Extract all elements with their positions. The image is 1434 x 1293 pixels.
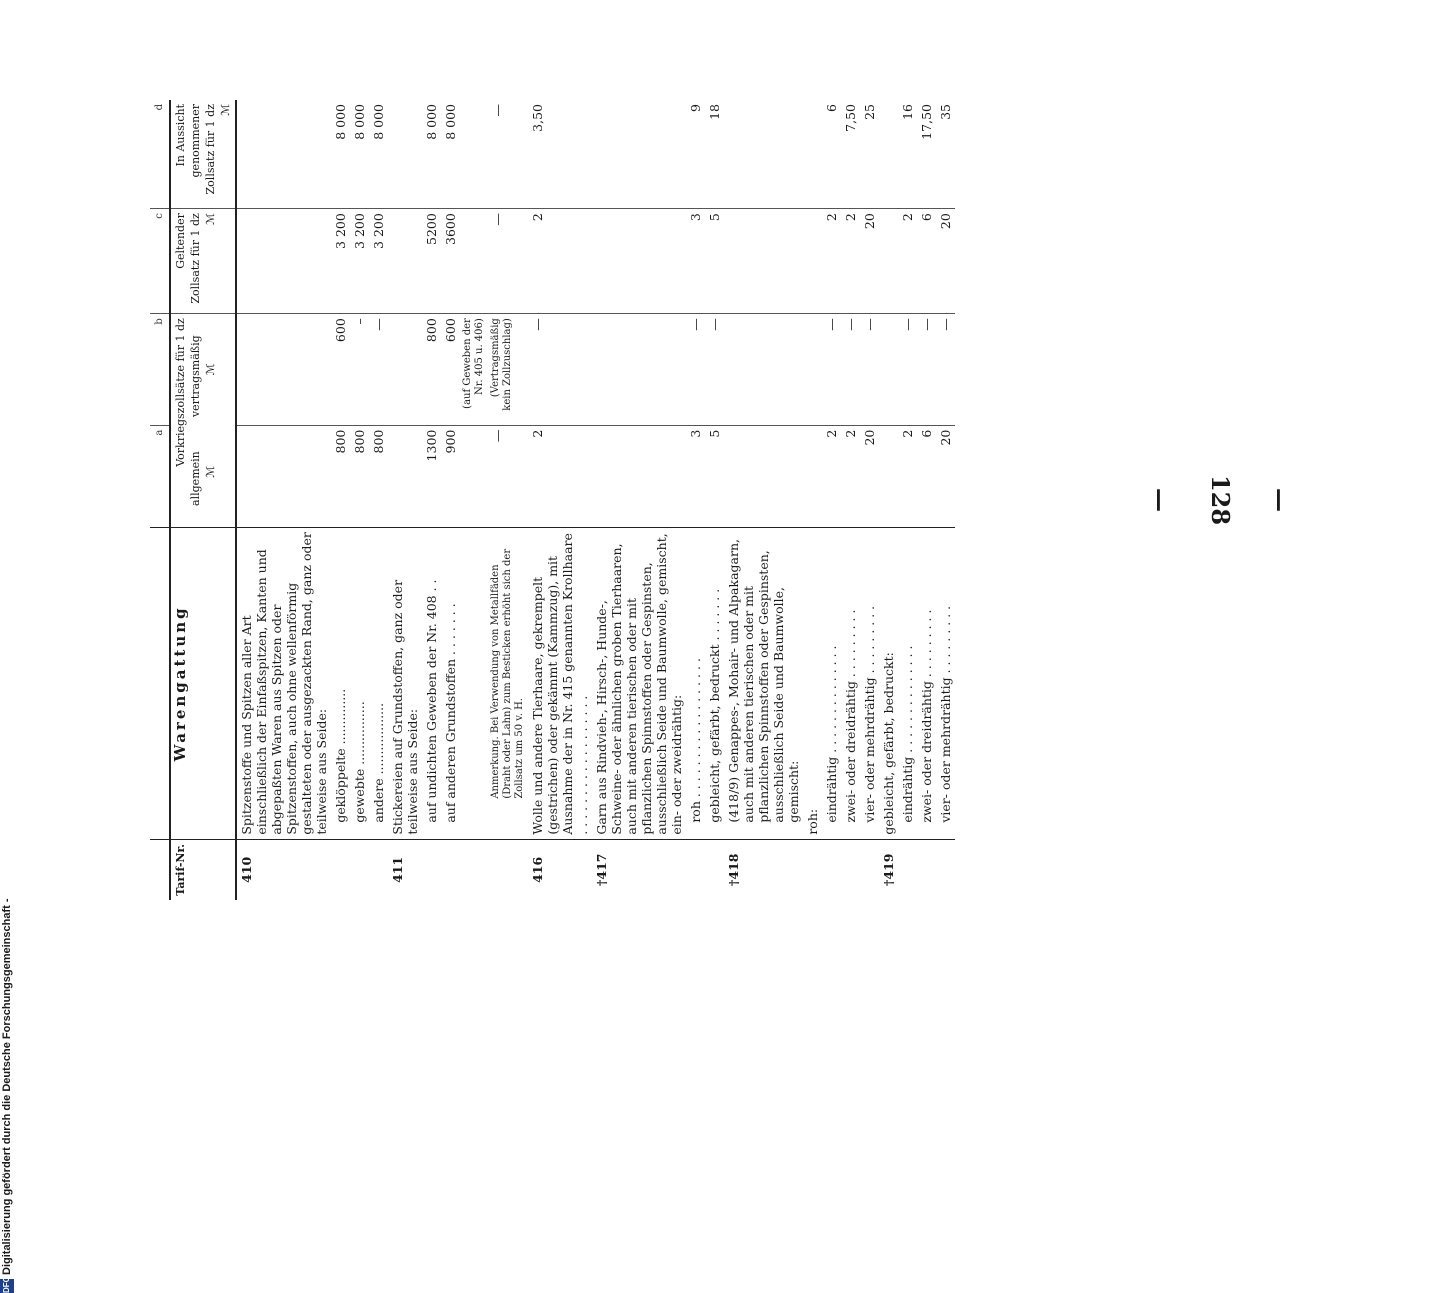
rate-geltend [592,209,686,314]
rate-allgemein: 20 [860,425,879,527]
rate-allgemein: 2 [898,425,917,527]
rate-geltend: 5 [705,209,724,314]
rate-allgemein: 1300 [422,425,441,527]
warengattung-cell: gebleicht, gefärbt, bedruckt: [879,528,898,840]
warengattung-cell: Spitzenstoffe und Spitzen aller Art einschließlich der Einfaßspitzen, Kanten und abgepaßten Waren aus Spitzen oder Spitzenstoffen, auch ohne wellenförmig gestalteten oder ausgezackten Rand, ganz oder teilweise aus Seide: [236,528,331,840]
unit-d: ℳ [219,104,232,116]
page-number: — 128 — [1146,474,1295,526]
warengattung-cell: roh: [803,528,822,840]
rate-allgemein: 2 [841,425,860,527]
rate-in-aussicht: — [490,104,505,117]
table-row [331,100,350,900]
col-letter-a: a [150,425,170,527]
table-row [592,100,686,900]
table-row [441,100,460,900]
table-row [236,100,331,900]
rate-geltend: 3 [686,209,705,314]
rate-vertragsmaessig: — [369,314,388,425]
tarif-number [803,839,822,900]
warengattung-cell: Garn aus Rindvieh-, Hirsch-, Hunde-, Schweine- oder ähnlichen groben Tierhaaren, auch mit anderen tierischen oder mit pflanzlichen Spinnstoffen oder Gespinsten, ausschließlich Seide und Baumwolle, gemischt, ein- oder zweidrähtig: [592,528,686,840]
unit-c: ℳ [204,213,217,225]
rate-allgemein: 5 [705,425,724,527]
tarif-number [841,839,860,900]
rate-geltend [236,209,331,314]
tarif-number [686,839,705,900]
rate-in-aussicht: 16 [900,104,915,120]
tariff-table [150,100,955,900]
rate-allgemein: 6 [917,425,936,527]
rate-vertragsmaessig: 600 [441,314,460,425]
rate-vertragsmaessig: — [528,314,592,425]
table-row [369,100,388,900]
rate-in-aussicht [879,100,898,209]
col-letter-d: d [150,100,170,209]
rate-in-aussicht: 35 [938,104,953,120]
tarif-number [936,839,955,900]
warengattung-cell: gewebte ................ [350,528,369,840]
rate-geltend: 2 [841,209,860,314]
warengattung-cell: Anmerkung. Bei Verwendung von Metallfäden (Draht oder Lahn) zum Besticken erhöht sich der Zollsatz um 50 v. H. [488,528,528,840]
tarif-number: 416 [528,839,592,900]
rate-geltend: 3 200 [331,209,350,314]
header-in-aussicht: In Aussicht genommener Zollsatz für 1 dz [174,104,217,195]
rate-in-aussicht: 8 000 [333,104,348,140]
warengattung-cell: vier- oder mehrdrähtig . . . . . . . . . [860,528,879,840]
rate-geltend: 20 [860,209,879,314]
warengattung-cell: eindrähtig . . . . . . . . . . . . . . [822,528,841,840]
rate-in-aussicht [592,100,686,209]
tarif-number [331,839,350,900]
tarif-number [898,839,917,900]
rate-geltend [879,209,898,314]
rate-allgemein: 800 [331,425,350,527]
rate-in-aussicht: 8 000 [371,104,386,140]
table-row [350,100,369,900]
rate-allgemein [879,425,898,527]
table-row [488,100,528,900]
rate-in-aussicht: 8 000 [352,104,367,140]
rate-geltend: 3600 [441,209,460,314]
rate-in-aussicht [803,100,822,209]
rate-in-aussicht: 25 [862,104,877,120]
tarif-number: †417 [592,839,686,900]
header-vertragsmaessig: vertragsmäßig [189,335,202,418]
warengattung-cell: roh . . . . . . . . . . . . . . . . . . [686,528,705,840]
warengattung-cell: eindrähtig . . . . . . . . . . . . . . [898,528,917,840]
dfg-logo: DFG [0,1279,14,1293]
tarif-number: 410 [236,839,331,900]
rate-in-aussicht [724,100,803,209]
rate-geltend [803,209,822,314]
rate-vertragsmaessig: (auf Geweben der Nr. 405 u. 406) [460,314,488,425]
tarif-number [369,839,388,900]
rate-geltend [388,209,422,314]
rate-in-aussicht: 17,50 [919,104,934,140]
digitization-credit [0,303,15,1293]
table-row [936,100,955,900]
tarif-number [422,839,441,900]
warengattung-cell: auf anderen Grundstoffen . . . . . . . [441,528,460,840]
rate-vertragsmaessig: — [686,314,705,425]
rate-allgemein: 2 [528,425,592,527]
table-row [460,100,488,900]
table-row [724,100,803,900]
warengattung-cell: andere .................. [369,528,388,840]
rate-vertragsmaessig: (Vertragsmäßig kein Zollzuschlag) [488,314,528,425]
unit-a: ℳ [204,465,217,478]
tarif-number [705,839,724,900]
tarif-number [488,839,528,900]
header-warengattung: Warengattung [170,528,236,840]
rate-in-aussicht: 6 [824,104,839,112]
tariff-table-sheet [150,100,1240,900]
rate-geltend: 3 200 [369,209,388,314]
rate-vertragsmaessig: — [705,314,724,425]
rate-vertragsmaessig: — [936,314,955,425]
tarif-number [860,839,879,900]
rate-geltend: 20 [936,209,955,314]
rate-vertragsmaessig [803,314,822,425]
col-letter-c: c [150,209,170,314]
rate-allgemein [236,425,331,527]
unit-b: ℳ [204,363,217,376]
rate-allgemein [724,425,803,527]
table-row [917,100,936,900]
rate-in-aussicht [388,100,422,209]
table-row [705,100,724,900]
tarif-number: 411 [388,839,422,900]
rate-vertragsmaessig: — [822,314,841,425]
header-geltender: Geltender Zollsatz für 1 dz [174,213,202,304]
table-row [528,100,592,900]
rate-geltend [460,209,488,314]
col-letter-b: b [150,314,170,425]
rate-allgemein [803,425,822,527]
rate-allgemein [592,425,686,527]
rate-allgemein [460,425,488,527]
rate-allgemein: 800 [369,425,388,527]
rate-vertragsmaessig [724,314,803,425]
rate-vertragsmaessig: — [841,314,860,425]
rate-vertragsmaessig [236,314,331,425]
table-row [879,100,898,900]
warengattung-cell: vier- oder mehrdrähtig . . . . . . . . . [936,528,955,840]
rate-in-aussicht: 3,50 [530,104,545,132]
header-tarif: Tarif-Nr. [170,839,236,900]
rate-allgemein [388,425,422,527]
rate-allgemein: 20 [936,425,955,527]
tariff-rows [236,100,955,900]
table-row [822,100,841,900]
rate-geltend: 2 [528,209,592,314]
tarif-number [460,839,488,900]
tarif-number [917,839,936,900]
rate-in-aussicht [236,100,331,209]
tarif-number: †418 [724,839,803,900]
rate-vertragsmaessig: — [860,314,879,425]
rate-vertragsmaessig [592,314,686,425]
warengattung-cell: zwei- oder dreidrähtig . . . . . . . . . [917,528,936,840]
rate-allgemein: 800 [350,425,369,527]
table-row [686,100,705,900]
rate-vertragsmaessig: — [898,314,917,425]
rate-geltend: — [488,209,528,314]
header-allgemein: allgemein [189,451,202,506]
rate-geltend: 3 200 [350,209,369,314]
warengattung-cell: zwei- oder dreidrähtig . . . . . . . . . [841,528,860,840]
rate-geltend: 2 [898,209,917,314]
table-row [898,100,917,900]
column-letter-row [150,100,170,900]
rate-in-aussicht: 8 000 [424,104,439,140]
rate-vertragsmaessig [388,314,422,425]
header-vorkrieg-group: Vorkriegszollsätze für 1 dz [174,318,187,467]
rate-geltend: 2 [822,209,841,314]
rate-allgemein: 2 [822,425,841,527]
rate-in-aussicht: 7,50 [843,104,858,132]
warengattung-cell: geklöppelte .............. [331,528,350,840]
table-row [803,100,822,900]
header-row [170,100,236,900]
rate-geltend [724,209,803,314]
rate-vertragsmaessig: — [917,314,936,425]
tarif-number [350,839,369,900]
rate-allgemein: 900 [441,425,460,527]
rate-in-aussicht [460,100,488,209]
rate-geltend: 6 [917,209,936,314]
rate-vertragsmaessig [879,314,898,425]
credit-text: Digitalisierung gefördert durch die Deutsche Forschungsgemeinschaft - [1,898,13,1275]
warengattung-cell: (418/9) Genappes-, Mohair- und Alpakagarn, auch mit anderen tierischen oder mit pflanzlichen Spinnstoffen oder Gespinsten, ausschließlich Seide und Baumwolle, gemischt: [724,528,803,840]
warengattung-cell: Wolle und andere Tierhaare, gekrempelt (gestrichen) oder gekämmt (Kammzug), mit Ausnahme der in Nr. 415 genannten Krollhaare . . . . . . . . . . . . . . . . . . [528,528,592,840]
rate-in-aussicht: 9 [688,104,703,112]
rate-in-aussicht: 18 [707,104,722,120]
tarif-number [822,839,841,900]
table-row [841,100,860,900]
rate-geltend: 5200 [422,209,441,314]
rate-allgemein: — [488,425,528,527]
rate-allgemein: 3 [686,425,705,527]
warengattung-cell [460,528,488,840]
table-row [388,100,422,900]
table-row [422,100,441,900]
tarif-number [441,839,460,900]
tarif-number: †419 [879,839,898,900]
warengattung-cell: Stickereien auf Grundstoffen, ganz oder teilweise aus Seide: [388,528,422,840]
warengattung-cell: auf undichten Geweben der Nr. 408 . . [422,528,441,840]
rate-in-aussicht: 8 000 [443,104,458,140]
rate-vertragsmaessig: 600 [331,314,350,425]
rate-vertragsmaessig: 800 [422,314,441,425]
table-row [860,100,879,900]
rate-vertragsmaessig: – [350,314,369,425]
warengattung-cell: gebleicht, gefärbt, bedruckt . . . . . . . [705,528,724,840]
